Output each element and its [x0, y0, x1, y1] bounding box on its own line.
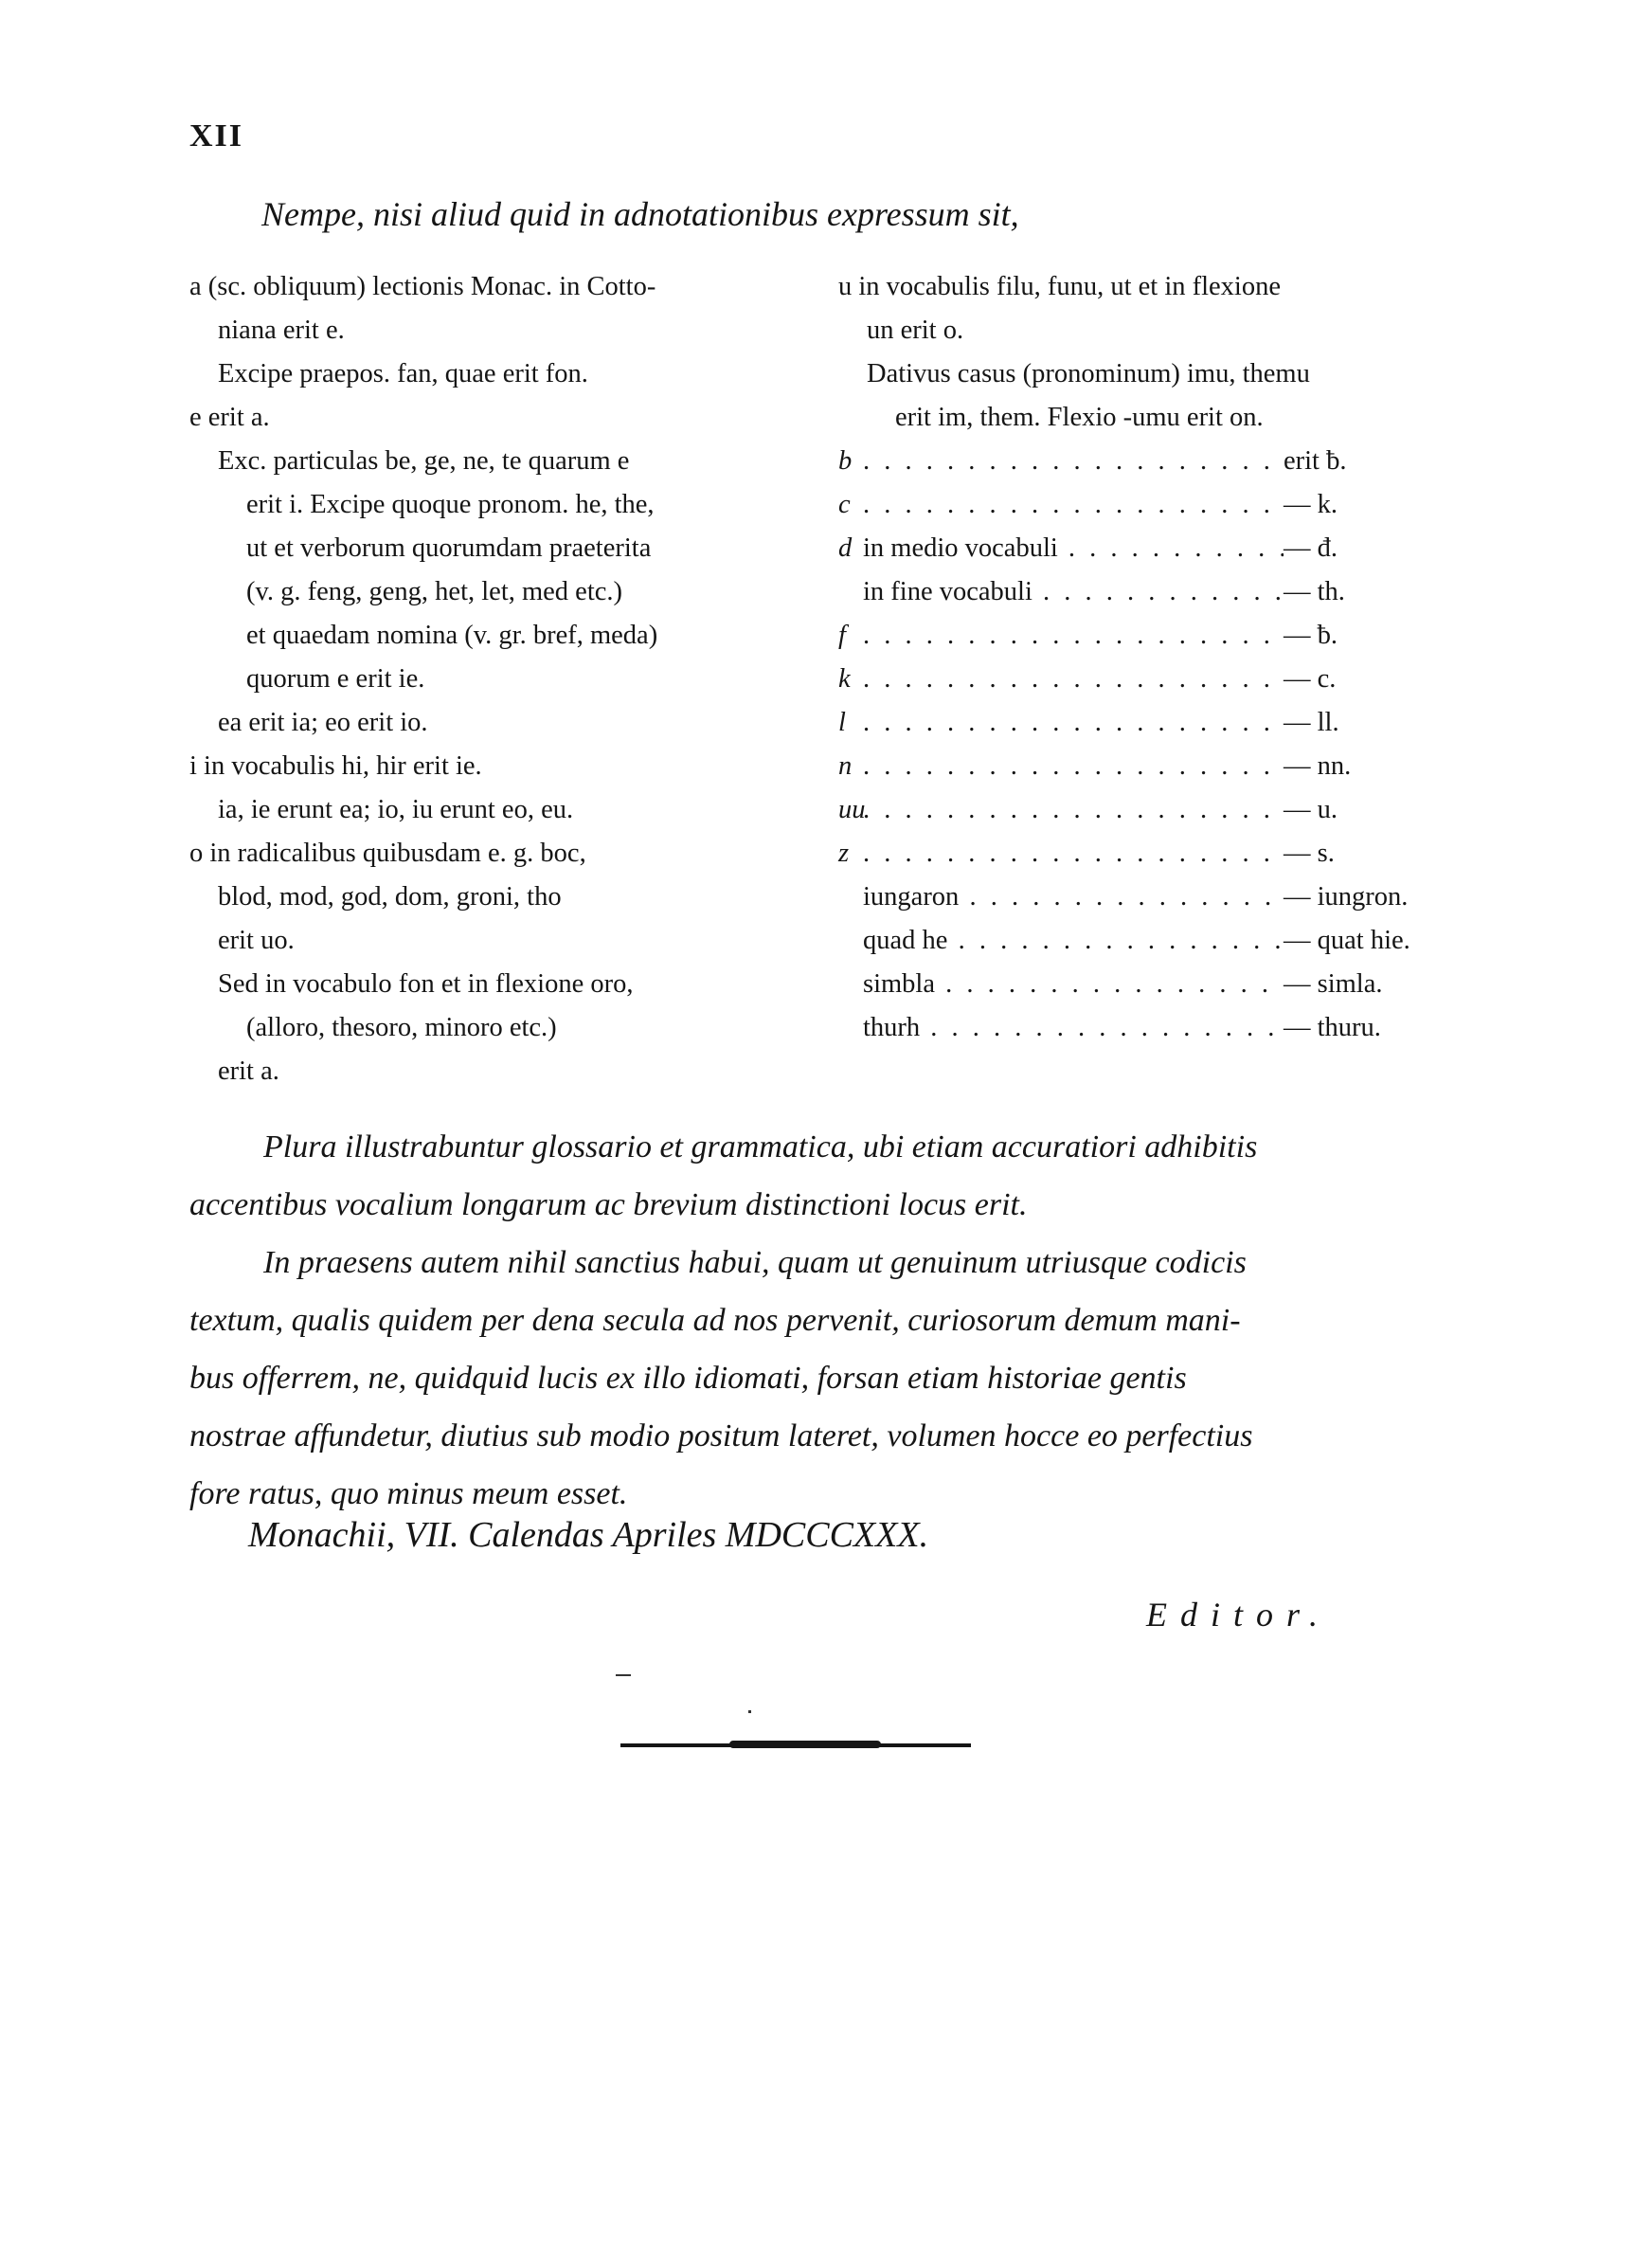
- row-text: iungaron: [863, 882, 960, 912]
- prose-line: textum, qualis quidem per dena secula ad nos pervenit, curiosorum demum mani-: [189, 1303, 1241, 1338]
- letter-table-row: [838, 963, 1435, 1006]
- right-line: Dativus casus (pronominum) imu, themu: [867, 359, 1310, 388]
- row-result: — nn.: [1284, 751, 1352, 781]
- row-result: — đ.: [1284, 533, 1338, 563]
- letter-table-row: [838, 527, 1435, 570]
- row-result: — s.: [1284, 839, 1335, 868]
- left-line: Sed in vocabulo fon et in flexione oro,: [218, 969, 634, 999]
- letter-key: [838, 963, 863, 1006]
- left-line: i in vocabulis hi, hir erit ie.: [189, 751, 482, 781]
- ink-mark: [616, 1674, 631, 1676]
- left-line: o in radicalibus quibusdam e. g. boc,: [189, 839, 586, 868]
- row-result: — th.: [1284, 577, 1345, 606]
- prose-line: In praesens autem nihil sanctius habui, quam ut genuinum utriusque codicis: [263, 1245, 1247, 1280]
- letter-table-row: [838, 483, 1435, 527]
- left-line: (v. g. feng, geng, het, let, med etc.): [246, 577, 623, 606]
- right-column: [838, 265, 1435, 1050]
- letter-key: f: [838, 621, 846, 650]
- row-result: — c.: [1284, 664, 1337, 694]
- left-line: ia, ie erunt ea; io, iu erunt eo, eu.: [218, 795, 574, 824]
- letter-table-row: [838, 745, 1435, 788]
- letter-table-row: [838, 440, 1435, 483]
- left-line: quorum e erit ie.: [246, 664, 425, 694]
- row-text: thurh: [863, 1013, 921, 1042]
- row-result: — u.: [1284, 795, 1338, 824]
- row-result: — quat hie.: [1284, 926, 1410, 955]
- letter-key: n: [838, 751, 853, 781]
- left-line: ea erit ia; eo erit io.: [218, 708, 428, 737]
- letter-table-row: [838, 788, 1435, 832]
- letter-key: uu: [838, 795, 866, 824]
- prose-block: [189, 1118, 1421, 1523]
- row-text: simbla: [863, 969, 935, 999]
- left-line: erit a.: [218, 1056, 279, 1086]
- left-line: Excipe praepos. fan, quae erit fon.: [218, 359, 588, 388]
- row-result: — iungron.: [1284, 882, 1409, 912]
- date-line: Monachii, VII. Calendas Apriles MDCCCXXX.: [248, 1515, 929, 1555]
- left-column: [189, 265, 796, 1093]
- letter-key: [838, 1006, 863, 1050]
- end-rule-center: [729, 1741, 881, 1748]
- left-line: erit uo.: [218, 926, 295, 955]
- letter-key: l: [838, 708, 846, 737]
- row-result: erit ƀ.: [1284, 446, 1347, 476]
- editor-signature: Editor.: [1146, 1596, 1332, 1634]
- intro-line: Nempe, nisi aliud quid in adnotationibus expressum sit,: [261, 195, 1019, 233]
- left-line: ut et verborum quorumdam praeterita: [246, 533, 652, 563]
- letter-table-row: [838, 876, 1435, 919]
- letter-table-row: [838, 614, 1435, 658]
- row-result: — ll.: [1284, 708, 1339, 737]
- left-line: (alloro, thesoro, minoro etc.): [246, 1013, 557, 1042]
- left-line: et quaedam nomina (v. gr. bref, meda): [246, 621, 658, 650]
- letter-table-row: [838, 658, 1435, 701]
- row-result: — ƀ.: [1284, 621, 1338, 650]
- letter-table-row: [838, 919, 1435, 963]
- row-result: — thuru.: [1284, 1013, 1381, 1042]
- left-line: Exc. particulas be, ge, ne, te quarum e: [218, 446, 630, 476]
- letter-key: [838, 570, 863, 614]
- prose-line: nostrae affundetur, diutius sub modio positum lateret, volumen hocce eo perfectius: [189, 1418, 1253, 1454]
- letter-table-row: [838, 1006, 1435, 1050]
- right-line: u in vocabulis filu, funu, ut et in flexione: [838, 272, 1281, 301]
- letter-table-row: [838, 701, 1435, 745]
- prose-line: bus offerrem, ne, quidquid lucis ex illo idiomati, forsan etiam historiae gentis: [189, 1361, 1187, 1396]
- prose-line: accentibus vocalium longarum ac brevium distinctioni locus erit.: [189, 1187, 1028, 1222]
- letter-key: b: [838, 446, 853, 476]
- letter-key: c: [838, 490, 851, 519]
- letter-key: [838, 919, 863, 963]
- row-result: — simla.: [1284, 969, 1383, 999]
- prose-line: fore ratus, quo minus meum esset.: [189, 1476, 628, 1511]
- right-line: un erit o.: [867, 316, 964, 345]
- letter-table-row: [838, 832, 1435, 876]
- row-text: quad he: [863, 926, 948, 955]
- left-line: niana erit e.: [218, 316, 345, 345]
- ink-mark: [748, 1710, 751, 1713]
- right-line: erit im, them. Flexio -umu erit on.: [895, 403, 1264, 432]
- left-line: erit i. Excipe quoque pronom. he, the,: [246, 490, 655, 519]
- left-line: blod, mod, god, dom, groni, tho: [218, 882, 562, 912]
- row-text: in medio vocabuli: [863, 533, 1058, 563]
- letter-key: d: [838, 533, 853, 563]
- row-result: — k.: [1284, 490, 1338, 519]
- letter-key: [838, 876, 863, 919]
- letter-key: z: [838, 839, 850, 868]
- left-line: a (sc. obliquum) lectionis Monac. in Cotto-: [189, 272, 656, 301]
- left-line: e erit a.: [189, 403, 270, 432]
- page-number: XII: [189, 118, 244, 153]
- letter-table-row: [838, 570, 1435, 614]
- prose-line: Plura illustrabuntur glossario et grammatica, ubi etiam accuratiori adhibitis: [263, 1129, 1258, 1165]
- row-text: in fine vocabuli: [863, 577, 1032, 606]
- letter-key: k: [838, 664, 851, 694]
